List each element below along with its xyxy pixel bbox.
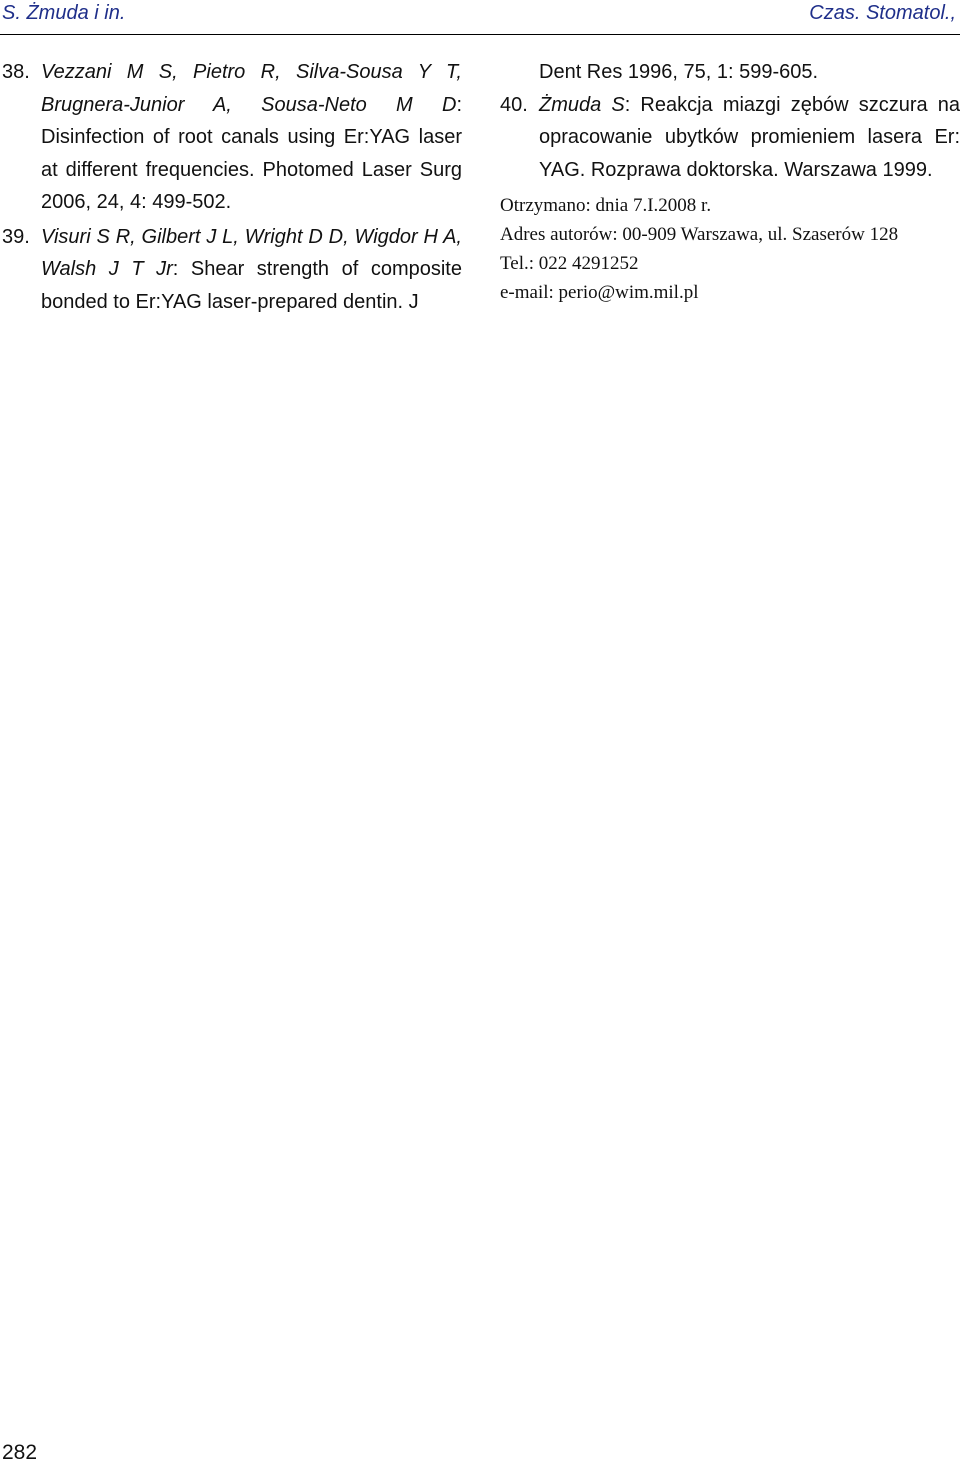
reference-number: 38.	[2, 61, 30, 83]
reference-text: : Disinfection of root canals using Er:YAG laser at different frequencies. Photomed Laser Surg 2006, 24, 4: 499-502.	[41, 93, 462, 213]
running-head-authors: S. Żmuda i in.	[2, 2, 126, 24]
author-phone: Tel.: 022 4291252	[500, 253, 639, 274]
reference-number: 40.	[500, 93, 528, 116]
right-column	[500, 56, 960, 307]
reference-authors: Visuri S R, Gilbert J L, Wright D D, Wigdor H A, Walsh J T Jr	[41, 225, 462, 280]
reference-40	[500, 89, 960, 187]
reference-39-continuation: Dent Res 1996, 75, 1: 599-605.	[539, 61, 819, 83]
author-address: Adres autorów: 00-909 Warszawa, ul. Szaserów 128	[500, 224, 899, 245]
reference-number: 39.	[2, 225, 30, 248]
author-email: e-mail: perio@wim.mil.pl	[500, 282, 699, 303]
left-column	[2, 56, 462, 318]
reference-39	[2, 221, 462, 319]
reference-text: : Reakcja miazgi zębów szczura na opracowanie ubytków promieniem lasera Er: YAG. Rozprawa doktorska. Warszawa 1999.	[539, 93, 960, 181]
page-number: 282	[2, 1441, 38, 1464]
reference-authors: Vezzani M S, Pietro R, Silva-Sousa Y T, Brugnera-Junior A, Sousa-Neto M D	[41, 61, 462, 116]
reference-authors: Żmuda S	[539, 93, 625, 116]
running-head-journal: Czas. Stomatol.,	[809, 2, 956, 24]
reference-38	[2, 56, 462, 219]
reference-text: : Shear strength of composite bonded to Er:YAG laser-prepared dentin. J	[41, 258, 462, 313]
running-head	[0, 0, 960, 35]
received-date: Otrzymano: dnia 7.I.2008 r.	[500, 195, 712, 216]
